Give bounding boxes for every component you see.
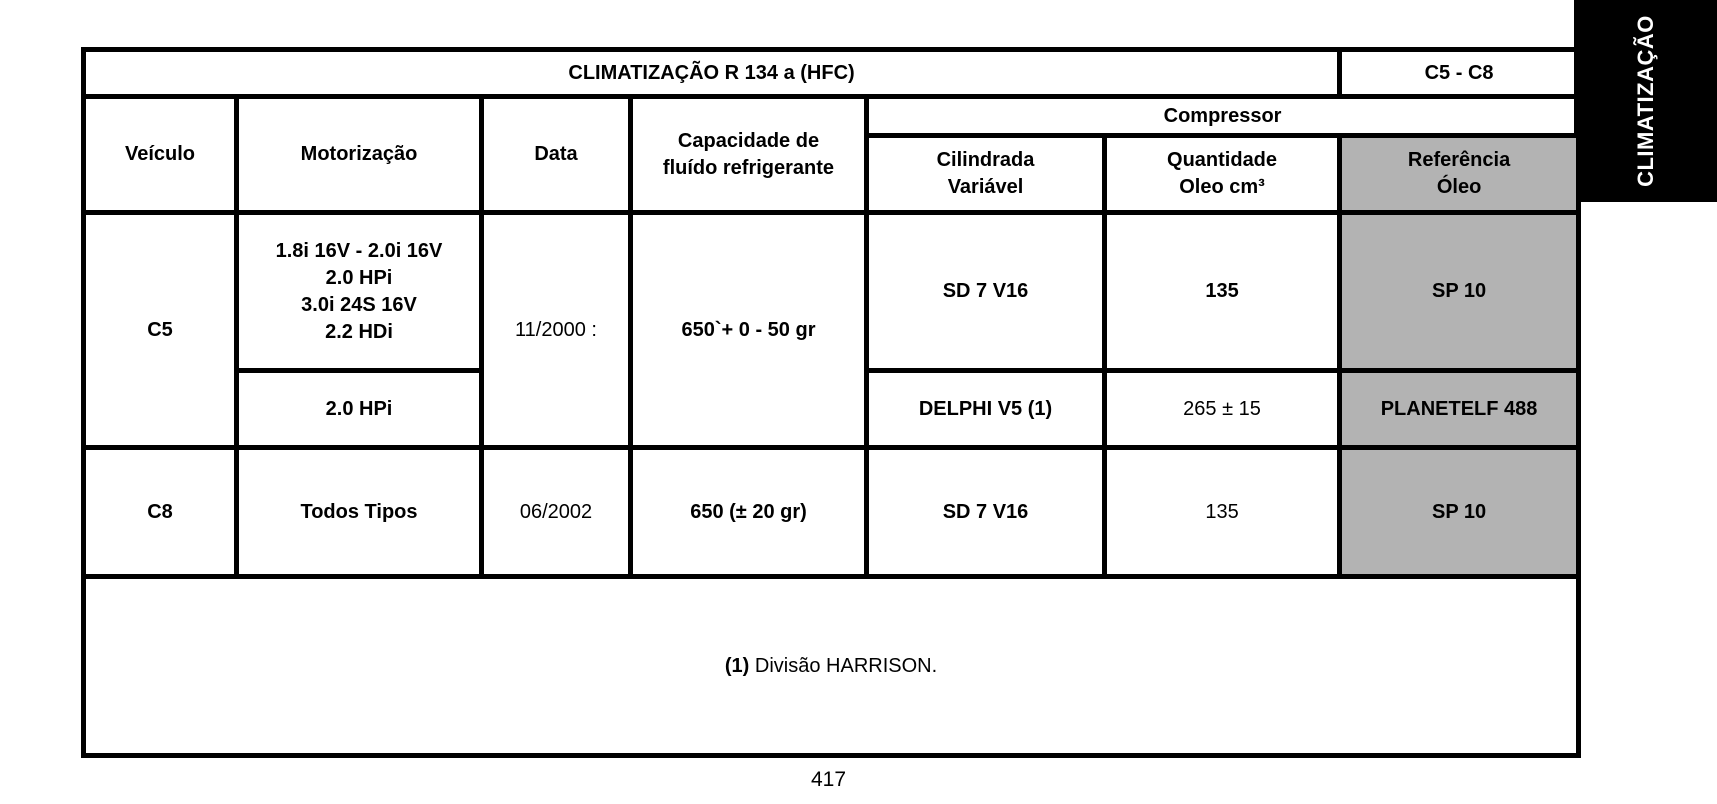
header-quantidade-line1: Quantidade (1167, 148, 1278, 171)
c5-v1-referencia: SP 10 (1340, 213, 1579, 371)
header-capacidade-line1: Capacidade de (677, 129, 820, 152)
c5-v2-compressor: DELPHI V5 (1) (867, 370, 1105, 447)
header-cilindrada (867, 135, 1105, 212)
c5-motorizacao-line3: 3.0i 24S 16V (301, 293, 417, 316)
c5-v1-compressor: SD 7 V16 (867, 213, 1105, 371)
c5-motorizacao-line2: 2.0 HPi (325, 266, 393, 289)
header-quantidade-line2: Oleo cm³ (1179, 175, 1265, 198)
header-motorizacao: Motorização (237, 97, 482, 213)
header-cilindrada-line1: Cilindrada (936, 148, 1035, 171)
header-data: Data (482, 97, 631, 213)
footnote-text: Divisão HARRISON. (749, 654, 938, 677)
header-referencia-line2: Óleo (1436, 175, 1482, 198)
header-quantidade (1105, 135, 1340, 212)
c5-motorizacao-list (237, 213, 482, 371)
header-capacidade (631, 97, 867, 213)
footnote-number: (1) (724, 654, 750, 677)
header-cilindrada-line2: Variável (947, 175, 1024, 198)
model-range: C5 - C8 (1340, 50, 1579, 97)
c5-veiculo: C5 (84, 213, 237, 448)
table-row-c8 (84, 448, 1579, 577)
footnote (84, 577, 1579, 756)
c5-v2-referencia: PLANETELF 488 (1340, 370, 1579, 447)
c5-data: 11/2000 : (482, 213, 631, 448)
section-tab (1574, 0, 1717, 202)
table-row-c5-variant1 (84, 213, 1579, 371)
header-row (84, 97, 1579, 135)
page-number: 417 (810, 768, 847, 791)
c5-motorizacao-line4: 2.2 HDi (325, 320, 393, 343)
c8-capacidade: 650 (± 20 gr) (631, 448, 867, 577)
header-referencia (1340, 135, 1579, 212)
section-tab-label: CLIMATIZAÇÃO (1632, 15, 1658, 187)
title-row (84, 50, 1579, 97)
header-veiculo: Veículo (84, 97, 237, 213)
c5-v1-quantidade: 135 (1105, 213, 1340, 371)
header-compressor: Compressor (867, 97, 1579, 135)
c8-motorizacao: Todos Tipos (237, 448, 482, 577)
c8-quantidade: 135 (1105, 448, 1340, 577)
c8-compressor: SD 7 V16 (867, 448, 1105, 577)
c8-referencia: SP 10 (1340, 448, 1579, 577)
header-capacidade-line2: fluído refrigerante (662, 156, 835, 179)
c8-data: 06/2002 (482, 448, 631, 577)
c5-capacidade: 650`+ 0 - 50 gr (631, 213, 867, 448)
specification-table (81, 47, 1581, 758)
c5-v2-quantidade: 265 ± 15 (1105, 370, 1340, 447)
footnote-row (84, 577, 1579, 756)
table-title: CLIMATIZAÇÃO R 134 a (HFC) (84, 50, 1340, 97)
c5-motorizacao-line1: 1.8i 16V - 2.0i 16V (275, 239, 443, 262)
c8-veiculo: C8 (84, 448, 237, 577)
c5-v2-motorizacao: 2.0 HPi (237, 370, 482, 447)
header-referencia-line1: Referência (1407, 148, 1511, 171)
